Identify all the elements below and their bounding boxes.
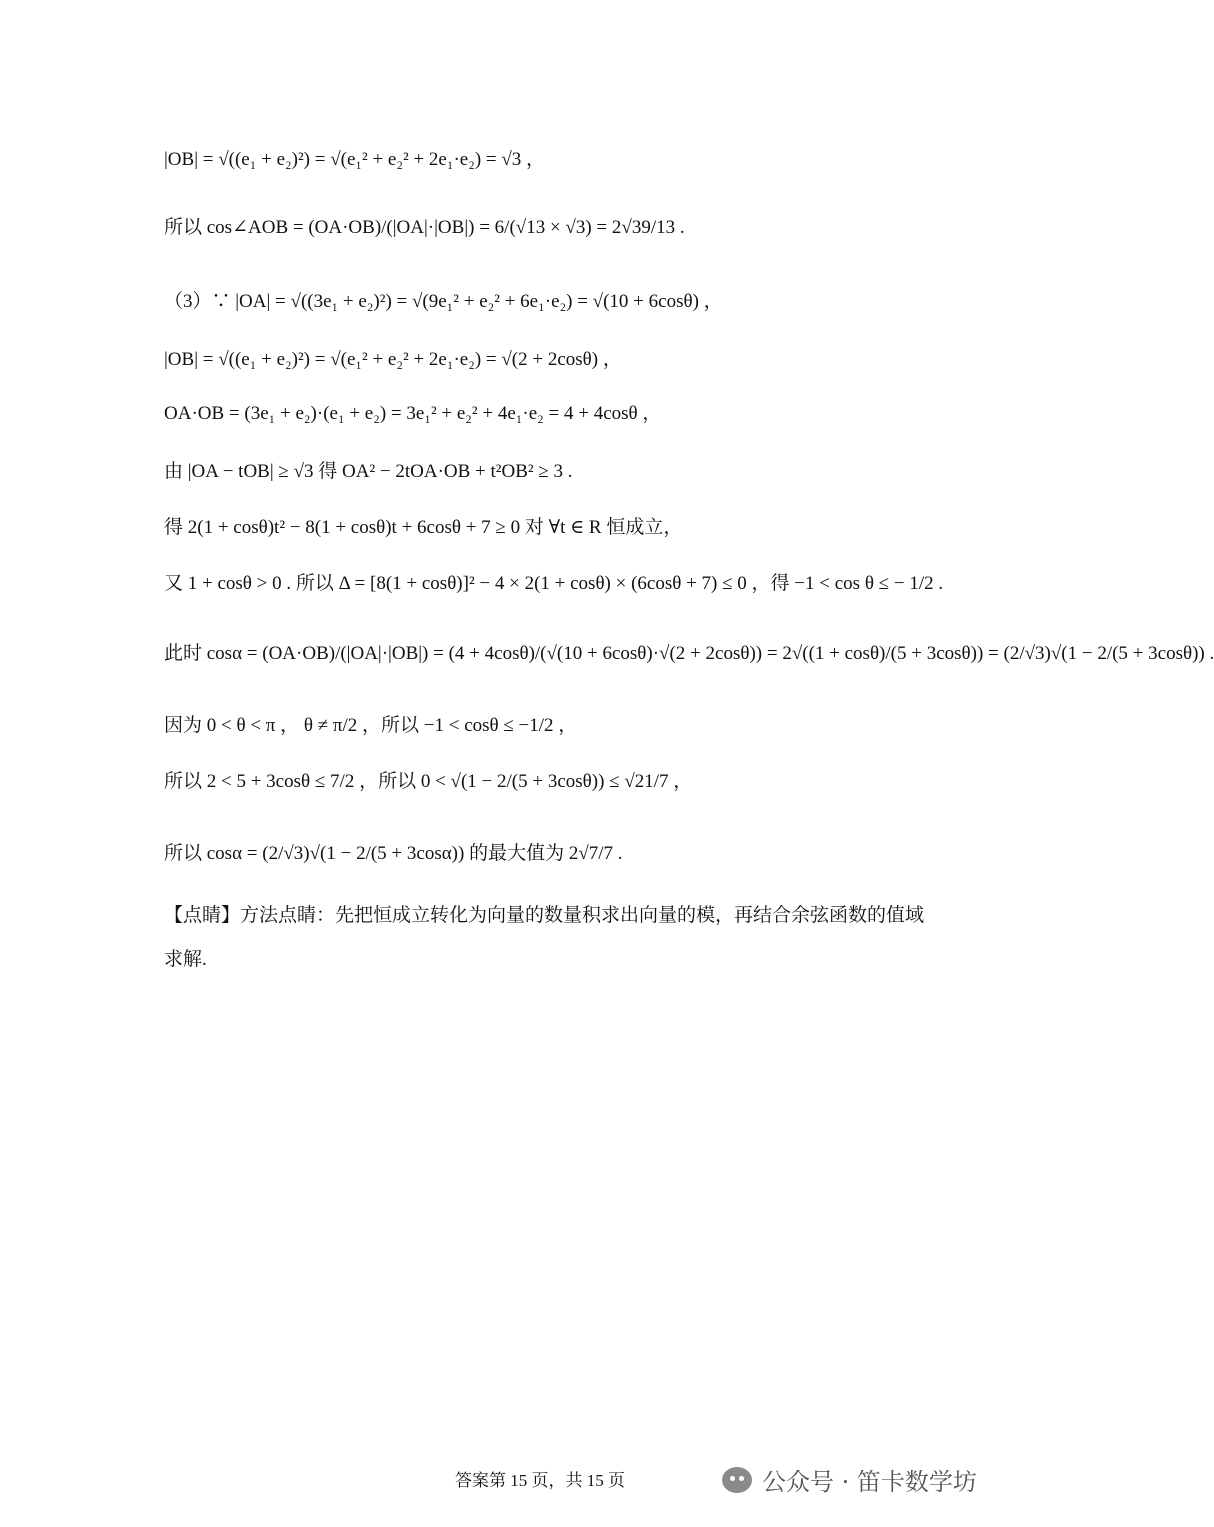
- line-part3-ob-norm: |OB| = √((e₁ + e₂)²) = √(e₁² + e₂² + 2e₁·e₂) = √(2 + 2cosθ) ，: [164, 349, 622, 370]
- page-footer: 答案第 15 页，共 15 页: [455, 1471, 625, 1490]
- line-theta-range: 因为 0 < θ < π ， θ ≠ π/2 ，所以 −1 < cosθ ≤ −1/2 ，: [164, 715, 578, 736]
- line-discriminant: 又 1 + cosθ > 0 . 所以 Δ = [8(1 + cosθ)]² − 4 × 2(1 + cosθ) × (6cosθ + 7) ≤ 0 ，得 −1 < cos θ ≤ − 1/2 .: [164, 573, 944, 594]
- remark-note: 【点睛】方法点睛：先把恒成立转化为向量的数量积求出向量的模，再结合余弦函数的值域求解.: [164, 905, 925, 970]
- line-cos-aob: 所以 cos∠AOB = (OA·OB)/(|OA|·|OB|) = 6/(√13 × √3) = 2√39/13 .: [164, 217, 685, 238]
- line-part3-oa-norm: （3）∵ |OA| = √((3e₁ + e₂)²) = √(9e₁² + e₂² + 6e₁·e₂) = √(10 + 6cosθ) ，: [164, 291, 723, 312]
- line-dot-product: OA·OB = (3e₁ + e₂)·(e₁ + e₂) = 3e₁² + e₂² + 4e₁·e₂ = 4 + 4cosθ ，: [164, 403, 662, 424]
- line-inequality: 由 |OA − tOB| ≥ √3 得 OA² − 2tOA·OB + t²OB² ≥ 3 .: [164, 461, 573, 482]
- wechat-icon: [722, 1467, 752, 1493]
- line-bounds: 所以 2 < 5 + 3cosθ ≤ 7/2 ，所以 0 < √(1 − 2/(5 + 3cosθ)) ≤ √21/7 ，: [164, 771, 693, 792]
- watermark: [722, 1462, 977, 1497]
- line-quadratic: 得 2(1 + cosθ)t² − 8(1 + cosθ)t + 6cosθ + 7 ≥ 0 对 ∀t ∈ R 恒成立，: [164, 517, 683, 538]
- line-ob-norm: |OB| = √((e₁ + e₂)²) = √(e₁² + e₂² + 2e₁·e₂) = √3 ，: [164, 149, 546, 170]
- watermark-text: 公众号 · 笛卡数学坊: [762, 1468, 977, 1496]
- line-maximum: 所以 cosα = (2/√3)√(1 − 2/(5 + 3cosα)) 的最大值为 2√7/7 .: [164, 843, 623, 864]
- line-cos-alpha: 此时 cosα = (OA·OB)/(|OA|·|OB|) = (4 + 4cosθ)/(√(10 + 6cosθ)·√(2 + 2cosθ)) = 2√((1 + cosθ)/(5 + 3cosθ)) = (2/√3)√(1 − 2/(5 + 3cosθ)) .: [164, 643, 1214, 664]
